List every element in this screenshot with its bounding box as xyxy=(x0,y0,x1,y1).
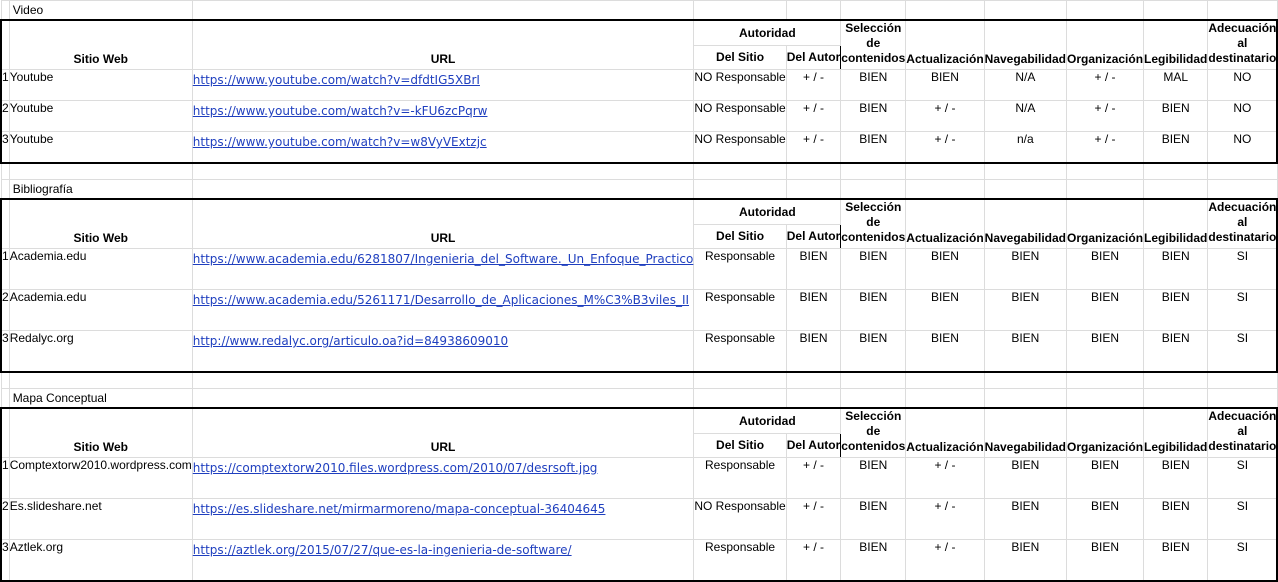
header-del-sitio[interactable]: Del Sitio xyxy=(694,45,786,69)
url-link[interactable]: https://www.academia.edu/5261171/Desarrollo_de_Aplicaciones_M%C3%B3viles_II xyxy=(192,293,690,307)
header-del-autor[interactable]: Del Autor xyxy=(786,45,841,69)
cell[interactable] xyxy=(786,180,841,200)
cell-legibilidad[interactable]: BIEN xyxy=(1144,458,1208,499)
cell-legibilidad[interactable]: BIEN xyxy=(1144,540,1208,582)
url-cell[interactable] xyxy=(192,540,694,582)
cell[interactable] xyxy=(786,372,841,389)
cell[interactable] xyxy=(984,180,1066,200)
cell[interactable] xyxy=(9,372,192,389)
cell-del-autor[interactable]: + / - xyxy=(786,458,841,499)
cell-del-autor[interactable]: BIEN xyxy=(786,331,841,373)
cell-organizacion[interactable]: BIEN xyxy=(1067,331,1144,373)
cell-actualizacion[interactable]: BIEN xyxy=(906,331,984,373)
cell-navegabilidad[interactable]: N/A xyxy=(984,70,1066,101)
cell-actualizacion[interactable]: BIEN xyxy=(906,249,984,290)
section-title[interactable]: Mapa Conceptual xyxy=(9,389,192,409)
site-name[interactable]: Youtube xyxy=(9,70,192,101)
site-name[interactable]: Comptextorw2010.wordpress.com xyxy=(9,458,192,499)
cell[interactable] xyxy=(906,1,984,21)
cell[interactable] xyxy=(906,389,984,409)
cell-del-sitio[interactable]: NO Responsable xyxy=(694,499,786,540)
url-link[interactable]: https://aztlek.org/2015/07/27/que-es-la-ingenieria-de-software/ xyxy=(192,543,572,557)
cell-adecuacion[interactable]: SI xyxy=(1208,290,1278,331)
cell[interactable] xyxy=(694,180,786,200)
cell-organizacion[interactable]: BIEN xyxy=(1067,540,1144,582)
header-seleccion[interactable]: Selección de contenidos xyxy=(841,20,906,70)
cell[interactable] xyxy=(694,1,786,21)
site-name[interactable]: Youtube xyxy=(9,132,192,164)
cell-legibilidad[interactable]: BIEN xyxy=(1144,499,1208,540)
cell[interactable] xyxy=(984,163,1066,180)
cell[interactable] xyxy=(786,389,841,409)
cell-actualizacion[interactable]: + / - xyxy=(906,458,984,499)
url-cell[interactable] xyxy=(192,101,694,132)
cell-adecuacion[interactable]: SI xyxy=(1208,540,1278,582)
header-organizacion[interactable]: Organización xyxy=(1067,20,1144,70)
url-cell[interactable] xyxy=(192,70,694,101)
cell-seleccion[interactable]: BIEN xyxy=(841,132,906,164)
cell[interactable] xyxy=(192,1,694,21)
header-url[interactable]: URL xyxy=(192,20,694,70)
url-link[interactable]: https://www.academia.edu/6281807/Ingenieria_del_Software._Un_Enfoque_Practico xyxy=(192,252,694,266)
site-name[interactable]: Academia.edu xyxy=(9,249,192,290)
cell[interactable] xyxy=(1,1,9,21)
cell-actualizacion[interactable]: + / - xyxy=(906,132,984,164)
cell-adecuacion[interactable]: SI xyxy=(1208,458,1278,499)
cell-organizacion[interactable]: BIEN xyxy=(1067,249,1144,290)
site-name[interactable]: Youtube xyxy=(9,101,192,132)
url-cell[interactable] xyxy=(192,290,694,331)
cell[interactable] xyxy=(786,1,841,21)
site-name[interactable]: Redalyc.org xyxy=(9,331,192,373)
cell-del-sitio[interactable]: NO Responsable xyxy=(694,132,786,164)
row-number[interactable]: 3 xyxy=(1,132,9,164)
cell[interactable] xyxy=(984,372,1066,389)
cell-del-autor[interactable]: BIEN xyxy=(786,290,841,331)
cell-actualizacion[interactable]: BIEN xyxy=(906,290,984,331)
cell[interactable] xyxy=(1067,1,1144,21)
cell[interactable] xyxy=(1144,389,1208,409)
header-del-sitio[interactable]: Del Sitio xyxy=(694,433,786,457)
cell[interactable] xyxy=(1,372,9,389)
header-adecuacion[interactable]: Adecuación al destinatario xyxy=(1208,408,1278,458)
header-autoridad[interactable]: Autoridad xyxy=(694,408,841,433)
header-autoridad[interactable]: Autoridad xyxy=(694,20,841,45)
header-actualizacion[interactable]: Actualización xyxy=(906,408,984,458)
cell-actualizacion[interactable]: BIEN xyxy=(906,70,984,101)
cell[interactable] xyxy=(192,372,694,389)
url-cell[interactable] xyxy=(192,132,694,164)
cell-actualizacion[interactable]: + / - xyxy=(906,101,984,132)
cell-del-autor[interactable]: + / - xyxy=(786,540,841,582)
header-sitio-web[interactable]: Sitio Web xyxy=(9,20,192,70)
cell-actualizacion[interactable]: + / - xyxy=(906,540,984,582)
url-link[interactable]: http://www.redalyc.org/articulo.oa?id=84938609010 xyxy=(192,334,509,348)
cell[interactable] xyxy=(1144,163,1208,180)
cell-del-autor[interactable]: + / - xyxy=(786,101,841,132)
cell-del-autor[interactable]: + / - xyxy=(786,70,841,101)
cell-seleccion[interactable]: BIEN xyxy=(841,540,906,582)
header-navegabilidad[interactable]: Navegabilidad xyxy=(984,199,1066,249)
cell[interactable] xyxy=(694,389,786,409)
cell[interactable] xyxy=(906,163,984,180)
cell[interactable] xyxy=(1067,163,1144,180)
cell[interactable] xyxy=(192,163,694,180)
cell-del-sitio[interactable]: NO Responsable xyxy=(694,101,786,132)
cell-legibilidad[interactable]: BIEN xyxy=(1144,249,1208,290)
url-link[interactable]: https://www.youtube.com/watch?v=dfdtIG5XBrI xyxy=(192,73,480,87)
cell[interactable] xyxy=(841,389,906,409)
cell[interactable] xyxy=(694,372,786,389)
cell-seleccion[interactable]: BIEN xyxy=(841,290,906,331)
cell[interactable] xyxy=(1208,1,1278,21)
header-seleccion[interactable]: Selección de contenidos xyxy=(841,199,906,249)
cell[interactable] xyxy=(1,389,9,409)
cell-del-autor[interactable]: + / - xyxy=(786,132,841,164)
cell-navegabilidad[interactable]: n/a xyxy=(984,132,1066,164)
cell[interactable] xyxy=(1067,372,1144,389)
cell-adecuacion[interactable]: NO xyxy=(1208,101,1278,132)
cell[interactable] xyxy=(1067,180,1144,200)
header-del-autor[interactable]: Del Autor xyxy=(786,224,841,248)
cell-del-sitio[interactable]: Responsable xyxy=(694,540,786,582)
url-link[interactable]: https://es.slideshare.net/mirmarmoreno/mapa-conceptual-36404645 xyxy=(192,502,606,516)
cell[interactable] xyxy=(841,180,906,200)
cell-organizacion[interactable]: BIEN xyxy=(1067,499,1144,540)
header-legibilidad[interactable]: Legibilidad xyxy=(1144,199,1208,249)
row-number[interactable]: 2 xyxy=(1,290,9,331)
url-link[interactable]: https://www.youtube.com/watch?v=-kFU6zcPqrw xyxy=(192,104,488,118)
cell[interactable] xyxy=(906,372,984,389)
cell-adecuacion[interactable]: SI xyxy=(1208,249,1278,290)
cell-del-autor[interactable]: + / - xyxy=(786,499,841,540)
header-sitio-web[interactable]: Sitio Web xyxy=(9,199,192,249)
section-title[interactable]: Video xyxy=(9,1,192,21)
cell-legibilidad[interactable]: BIEN xyxy=(1144,132,1208,164)
site-name[interactable]: Academia.edu xyxy=(9,290,192,331)
header-organizacion[interactable]: Organización xyxy=(1067,408,1144,458)
header-index[interactable] xyxy=(1,408,9,458)
cell[interactable] xyxy=(841,372,906,389)
cell[interactable] xyxy=(192,180,694,200)
cell-navegabilidad[interactable]: N/A xyxy=(984,101,1066,132)
header-navegabilidad[interactable]: Navegabilidad xyxy=(984,20,1066,70)
cell-del-sitio[interactable]: Responsable xyxy=(694,458,786,499)
cell[interactable] xyxy=(1144,180,1208,200)
url-cell[interactable] xyxy=(192,249,694,290)
cell[interactable] xyxy=(1208,180,1278,200)
header-sitio-web[interactable]: Sitio Web xyxy=(9,408,192,458)
cell-legibilidad[interactable]: BIEN xyxy=(1144,331,1208,373)
url-cell[interactable] xyxy=(192,499,694,540)
header-actualizacion[interactable]: Actualización xyxy=(906,199,984,249)
cell-del-sitio[interactable]: Responsable xyxy=(694,249,786,290)
header-url[interactable]: URL xyxy=(192,199,694,249)
cell[interactable] xyxy=(1208,389,1278,409)
cell-organizacion[interactable]: + / - xyxy=(1067,70,1144,101)
row-number[interactable]: 2 xyxy=(1,499,9,540)
site-name[interactable]: Aztlek.org xyxy=(9,540,192,582)
cell-del-sitio[interactable]: NO Responsable xyxy=(694,70,786,101)
header-navegabilidad[interactable]: Navegabilidad xyxy=(984,408,1066,458)
row-number[interactable]: 3 xyxy=(1,540,9,582)
cell-seleccion[interactable]: BIEN xyxy=(841,499,906,540)
row-number[interactable]: 1 xyxy=(1,70,9,101)
cell-navegabilidad[interactable]: BIEN xyxy=(984,540,1066,582)
cell-adecuacion[interactable]: SI xyxy=(1208,331,1278,373)
cell[interactable] xyxy=(841,163,906,180)
cell-legibilidad[interactable]: BIEN xyxy=(1144,101,1208,132)
url-cell[interactable] xyxy=(192,331,694,373)
cell-seleccion[interactable]: BIEN xyxy=(841,331,906,373)
cell-actualizacion[interactable]: + / - xyxy=(906,499,984,540)
cell-seleccion[interactable]: BIEN xyxy=(841,249,906,290)
row-number[interactable]: 3 xyxy=(1,331,9,373)
cell-legibilidad[interactable]: MAL xyxy=(1144,70,1208,101)
cell-organizacion[interactable]: BIEN xyxy=(1067,290,1144,331)
row-number[interactable]: 1 xyxy=(1,458,9,499)
cell[interactable] xyxy=(786,163,841,180)
header-adecuacion[interactable]: Adecuación al destinatario xyxy=(1208,20,1278,70)
header-del-autor[interactable]: Del Autor xyxy=(786,433,841,457)
cell-adecuacion[interactable]: NO xyxy=(1208,132,1278,164)
url-link[interactable]: https://www.youtube.com/watch?v=w8VyVExtzjc xyxy=(192,135,487,149)
cell[interactable] xyxy=(192,389,694,409)
cell-organizacion[interactable]: + / - xyxy=(1067,101,1144,132)
cell[interactable] xyxy=(9,163,192,180)
header-organizacion[interactable]: Organización xyxy=(1067,199,1144,249)
cell[interactable] xyxy=(694,163,786,180)
cell-legibilidad[interactable]: BIEN xyxy=(1144,290,1208,331)
header-url[interactable]: URL xyxy=(192,408,694,458)
cell[interactable] xyxy=(1144,1,1208,21)
cell[interactable] xyxy=(1208,372,1278,389)
cell-navegabilidad[interactable]: BIEN xyxy=(984,458,1066,499)
header-autoridad[interactable]: Autoridad xyxy=(694,199,841,224)
url-cell[interactable] xyxy=(192,458,694,499)
cell-del-sitio[interactable]: Responsable xyxy=(694,331,786,373)
header-legibilidad[interactable]: Legibilidad xyxy=(1144,408,1208,458)
cell[interactable] xyxy=(1208,163,1278,180)
row-number[interactable]: 2 xyxy=(1,101,9,132)
cell-seleccion[interactable]: BIEN xyxy=(841,101,906,132)
cell[interactable] xyxy=(841,1,906,21)
header-index[interactable] xyxy=(1,20,9,70)
cell-adecuacion[interactable]: SI xyxy=(1208,499,1278,540)
cell[interactable] xyxy=(1,180,9,200)
cell-navegabilidad[interactable]: BIEN xyxy=(984,249,1066,290)
cell-adecuacion[interactable]: NO xyxy=(1208,70,1278,101)
cell[interactable] xyxy=(906,180,984,200)
cell-seleccion[interactable]: BIEN xyxy=(841,458,906,499)
cell[interactable] xyxy=(1144,372,1208,389)
cell-navegabilidad[interactable]: BIEN xyxy=(984,499,1066,540)
cell-navegabilidad[interactable]: BIEN xyxy=(984,331,1066,373)
cell[interactable] xyxy=(984,1,1066,21)
row-number[interactable]: 1 xyxy=(1,249,9,290)
header-seleccion[interactable]: Selección de contenidos xyxy=(841,408,906,458)
cell-del-autor[interactable]: BIEN xyxy=(786,249,841,290)
header-del-sitio[interactable]: Del Sitio xyxy=(694,224,786,248)
header-legibilidad[interactable]: Legibilidad xyxy=(1144,20,1208,70)
cell-navegabilidad[interactable]: BIEN xyxy=(984,290,1066,331)
cell[interactable] xyxy=(1067,389,1144,409)
cell-del-sitio[interactable]: Responsable xyxy=(694,290,786,331)
header-actualizacion[interactable]: Actualización xyxy=(906,20,984,70)
cell[interactable] xyxy=(984,389,1066,409)
cell[interactable] xyxy=(1,163,9,180)
section-title[interactable]: Bibliografía xyxy=(9,180,192,200)
cell-organizacion[interactable]: + / - xyxy=(1067,132,1144,164)
cell-organizacion[interactable]: BIEN xyxy=(1067,458,1144,499)
site-name[interactable]: Es.slideshare.net xyxy=(9,499,192,540)
header-adecuacion[interactable]: Adecuación al destinatario xyxy=(1208,199,1278,249)
url-link[interactable]: https://comptextorw2010.files.wordpress.com/2010/07/desrsoft.jpg xyxy=(192,461,598,475)
header-index[interactable] xyxy=(1,199,9,249)
cell-seleccion[interactable]: BIEN xyxy=(841,70,906,101)
